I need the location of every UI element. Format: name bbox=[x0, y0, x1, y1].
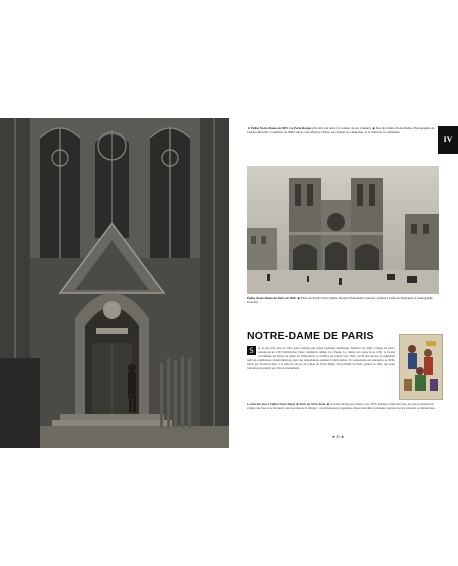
caption-middle-text: ◉ Place du Parvis Notre-Dame. Dessin d'Alexandre Guérard. (réalisé à l'aide du diagraphe et pantographe Gavard). bbox=[247, 296, 433, 305]
caption-middle bbox=[247, 296, 439, 304]
caption-top-text: (elle doit son nom à la couleur de ses vantaux). ◉ Rue du Cloître-Notre-Dame. Photographie de Charles Marville. Construite au XIIIe siècle, elle reliait le cloître, où vivaient les chanoines, et le chœur de la cathédrale. bbox=[247, 126, 435, 135]
fete-des-fous-illustration bbox=[399, 334, 443, 400]
article-body-text: ur le site d'un lieu de culte gallo-romain puis d'une basilique chrétienne, Maurice de Sully, évêque de Paris, entreprend en 1163 l'édification d'une cathédrale dédiée à la Vierge. Le chœur est consacré en 1182, la façade occidentale est élevée au début du XIIIe siècle, et l'édifice est achevé vers 1345. Au fil des siècles, la cathédrale subit de nombreuses transformations, puis des dégradations pendant la Révolution. Sa restauration est entreprise au XIXe siècle par Viollet-le-Duc, à la suite du succès du roman de Victor Hugo, Notre-Dame de Paris, publié en 1831, qui attira l'attention du public sur l'état du monument. bbox=[247, 346, 395, 371]
dropcap: S bbox=[247, 346, 256, 355]
caption-bottom-text: ◉ Gravure publiée par Charles vers 1870. Pendant la fête des fous, les clercs élisaient un évêque des fous et se livraient à des parodies de la liturgie ; ces réjouissances populaires furent interdites à plusieurs reprises par les autorités ecclésiastiques. bbox=[247, 402, 436, 410]
caption-top bbox=[247, 126, 437, 134]
page-number: ◄ 41 ► bbox=[331, 434, 345, 439]
gothic-portal-photo bbox=[0, 118, 229, 448]
arrondissement-roman: IV bbox=[443, 135, 453, 144]
book-spread bbox=[0, 118, 458, 448]
right-page bbox=[231, 118, 458, 448]
caption-bottom bbox=[247, 402, 439, 410]
notre-dame-facade-engraving bbox=[247, 166, 439, 294]
caption-bottom-bold: La fête des fous à l'église Notre-Dame de Paris au XIVe siècle. bbox=[247, 402, 326, 406]
fete-des-fous-image bbox=[400, 335, 442, 399]
caption-top-bold: ◄ Église Notre-Dame en 1833. La Porte Rouge bbox=[247, 126, 311, 130]
article-body bbox=[247, 346, 395, 371]
caption-middle-bold: Église Notre-Dame de Paris en 1840. bbox=[247, 296, 297, 300]
arrondissement-tab bbox=[438, 126, 458, 154]
section-title: NOTRE-DAME DE PARIS bbox=[247, 330, 374, 342]
notre-dame-facade-illustration bbox=[247, 166, 439, 294]
gothic-portal-illustration bbox=[0, 118, 229, 448]
